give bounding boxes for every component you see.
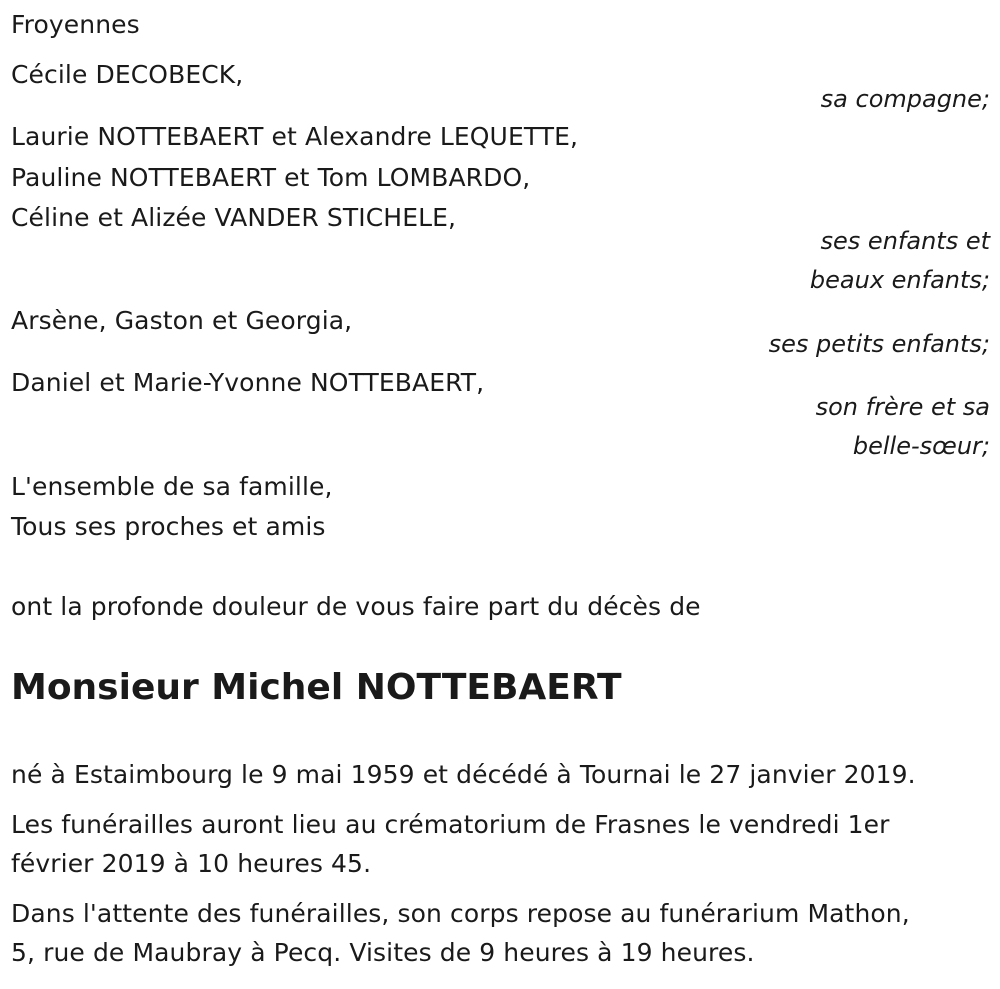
relation-label: son frère et sa [815, 393, 990, 421]
relation-label: sa compagne; [820, 85, 990, 113]
family-name-line: Cécile DECOBECK, [11, 60, 244, 89]
relation-label: belle-sœur; [852, 432, 990, 460]
family-line: Tous ses proches et amis [11, 512, 326, 541]
family-line: L'ensemble de sa famille, [11, 472, 333, 501]
funeral-details-line: février 2019 à 10 heures 45. [11, 849, 372, 878]
family-name-line: Daniel et Marie-Yvonne NOTTEBAERT, [11, 368, 485, 397]
deceased-name: Monsieur Michel NOTTEBAERT [11, 667, 622, 708]
birth-death-text: né à Estaimbourg le 9 mai 1959 et décédé à Tournai le 27 janvier 2019. [11, 760, 916, 789]
relation-label: ses petits enfants; [768, 330, 990, 358]
announcement-text: ont la profonde douleur de vous faire part du décès de [11, 592, 701, 621]
funeral-details-line: Les funérailles auront lieu au crématorium de Frasnes le vendredi 1er [11, 810, 890, 839]
family-name-line: Arsène, Gaston et Georgia, [11, 306, 353, 335]
visitation-details-line: Dans l'attente des funérailles, son corps repose au funérarium Mathon, [11, 899, 910, 928]
location: Froyennes [11, 10, 140, 39]
relation-label: beaux enfants; [809, 266, 990, 294]
family-name-line: Céline et Alizée VANDER STICHELE, [11, 203, 457, 232]
family-name-line: Pauline NOTTEBAERT et Tom LOMBARDO, [11, 163, 531, 192]
relation-label: ses enfants et [820, 227, 990, 255]
family-name-line: Laurie NOTTEBAERT et Alexandre LEQUETTE, [11, 122, 579, 151]
visitation-details-line: 5, rue de Maubray à Pecq. Visites de 9 heures à 19 heures. [11, 938, 755, 967]
